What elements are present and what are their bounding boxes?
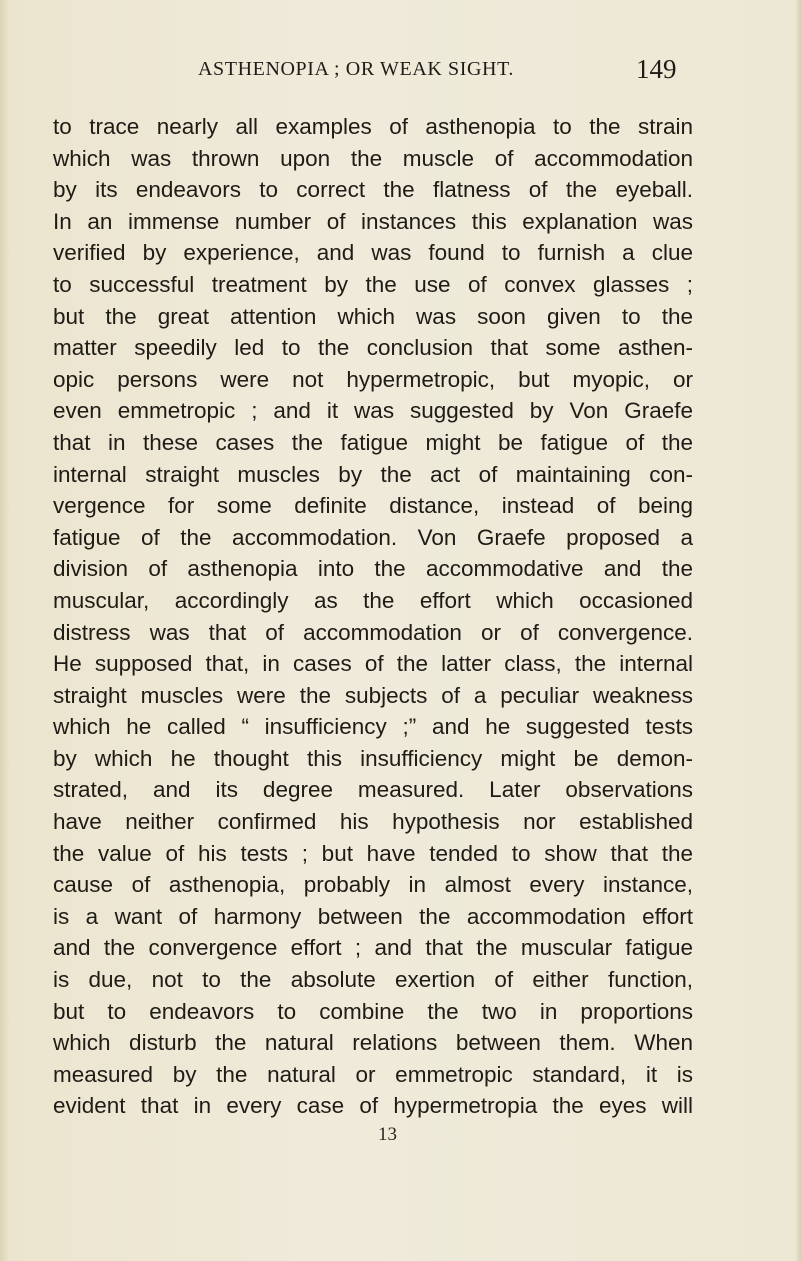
text-line: opic persons were not hypermetropic, but myopic, or bbox=[53, 366, 693, 392]
text-line: but to endeavors to combine the two in proportions bbox=[53, 998, 693, 1024]
text-line: distress was that of accommodation or of convergence. bbox=[53, 619, 693, 645]
text-line: to successful treatment by the use of convex glasses ; bbox=[53, 271, 693, 297]
running-head bbox=[0, 54, 801, 84]
text-line: fatigue of the accommodation. Von Graefe proposed a bbox=[53, 524, 693, 550]
text-line: is a want of harmony between the accommodation effort bbox=[53, 903, 693, 929]
text-line: He supposed that, in cases of the latter class, the internal bbox=[53, 651, 693, 677]
text-line: evident that in every case of hypermetropia the eyes will bbox=[53, 1093, 693, 1119]
text-line: which he called “ insufficiency ;” and he suggested tests bbox=[53, 714, 693, 740]
text-line: but the great attention which was soon given to the bbox=[53, 303, 693, 329]
text-line: by its endeavors to correct the flatness of the eyeball. bbox=[53, 177, 693, 203]
text-line: muscular, accordingly as the effort which occasioned bbox=[53, 587, 693, 613]
text-line: to trace nearly all examples of asthenopia to the strain bbox=[53, 114, 693, 139]
signature-mark: 13 bbox=[378, 1124, 397, 1145]
text-line: by which he thought this insufficiency might be demon- bbox=[53, 745, 693, 771]
text-line: that in these cases the fatigue might be fatigue of the bbox=[53, 429, 693, 455]
text-line: which was thrown upon the muscle of accommodation bbox=[53, 145, 693, 171]
text-line: and the convergence effort ; and that the muscular fatigue bbox=[53, 935, 693, 961]
text-line: In an immense number of instances this explanation was bbox=[53, 208, 693, 234]
page-gutter-shadow bbox=[0, 0, 10, 1261]
page-number: 149 bbox=[636, 54, 677, 84]
text-line: straight muscles were the subjects of a peculiar weakness bbox=[53, 682, 693, 708]
text-line: even emmetropic ; and it was suggested by Von Graefe bbox=[53, 398, 693, 424]
text-line: cause of asthenopia, probably in almost every instance, bbox=[53, 872, 693, 898]
text-line: which disturb the natural relations between them. When bbox=[53, 1030, 693, 1056]
text-line: division of asthenopia into the accommodative and the bbox=[53, 556, 693, 582]
text-line: strated, and its degree measured. Later observations bbox=[53, 777, 693, 803]
page-edge-shadow bbox=[795, 0, 801, 1261]
text-line: verified by experience, and was found to furnish a clue bbox=[53, 240, 693, 266]
text-line: is due, not to the absolute exertion of either function, bbox=[53, 967, 693, 993]
body-text bbox=[53, 111, 693, 1122]
text-line: the value of his tests ; but have tended to show that the bbox=[53, 840, 693, 866]
text-line: internal straight muscles by the act of maintaining con- bbox=[53, 461, 693, 487]
text-line: measured by the natural or emmetropic standard, it is bbox=[53, 1061, 693, 1087]
text-line: matter speedily led to the conclusion that some asthen- bbox=[53, 335, 693, 361]
text-line: have neither confirmed his hypothesis nor established bbox=[53, 809, 693, 835]
text-line: vergence for some definite distance, instead of being bbox=[53, 493, 693, 519]
running-head-title: ASTHENOPIA ; OR WEAK SIGHT. bbox=[198, 58, 515, 80]
